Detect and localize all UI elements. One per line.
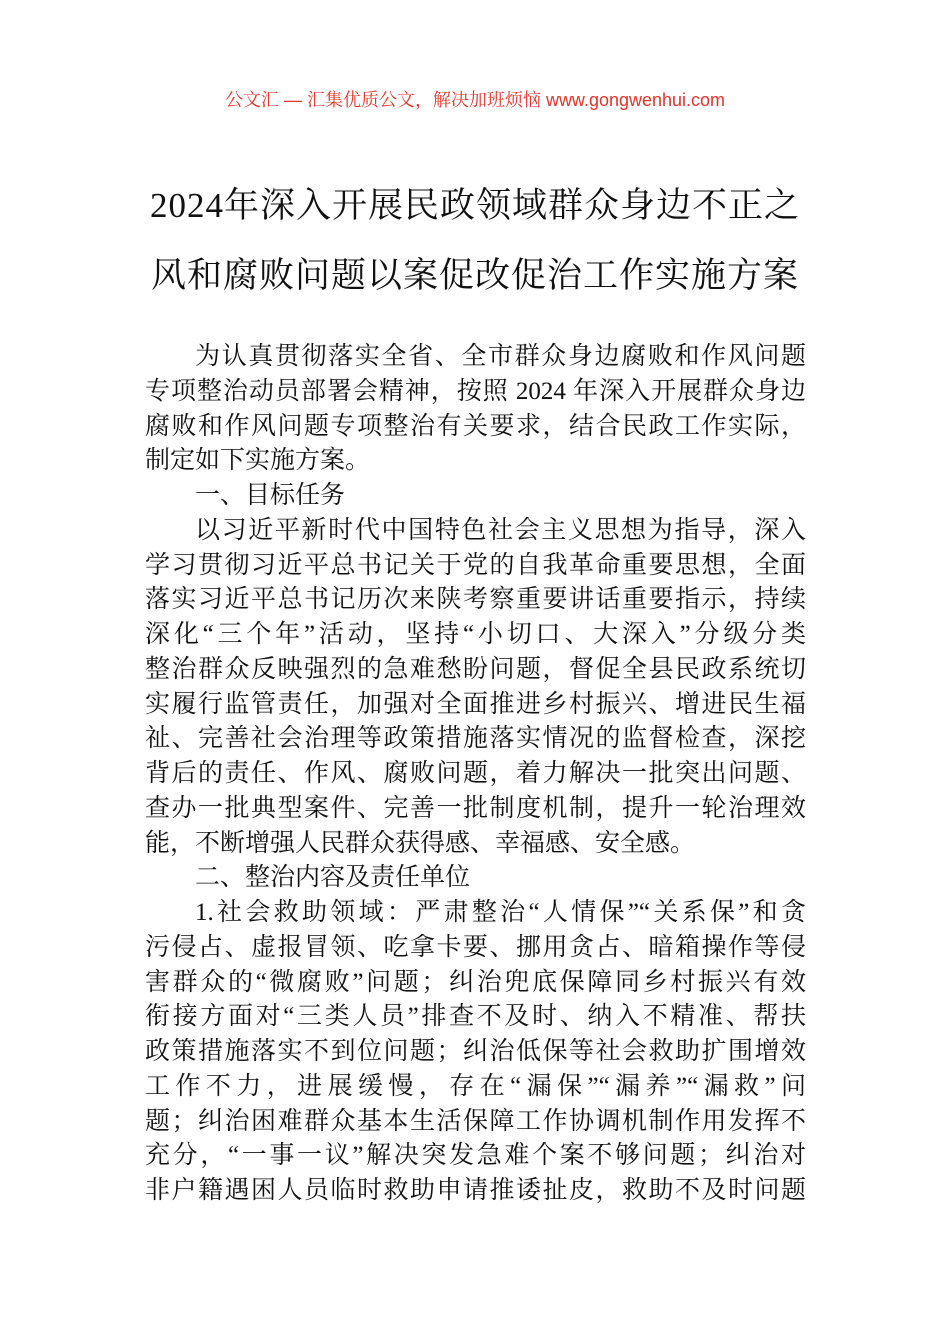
body-text-line: 深化“三个年”活动，坚持“小切口、大深入”分级分类: [145, 621, 806, 648]
body-text-line: 整治群众反映强烈的急难愁盼问题，督促全县民政系统切: [145, 655, 806, 683]
site-banner: 公文汇 — 汇集优质公文，解决加班烦恼 www.gongwenhui.com: [224, 90, 726, 110]
document-body: [145, 340, 806, 1209]
body-text-line: 题；纠治困难群众基本生活保障工作协调机制作用发挥不: [145, 1107, 806, 1135]
body-text-line: 制定如下实施方案。: [145, 447, 371, 475]
body-text-line: 实履行监管责任，加强对全面推进乡村振兴、增进民生福: [145, 690, 806, 718]
body-text-line: 工作不力，进展缓慢，存在“漏保”“漏养”“漏救”问: [145, 1072, 806, 1100]
body-text-line: 1.社会救助领域：严肃整治“人情保”“关系保”和贪: [195, 899, 806, 926]
body-text-line: 一、目标任务: [195, 482, 346, 509]
body-text-line: 背后的责任、作风、腐败问题，着力解决一批突出问题、: [145, 760, 806, 787]
body-text-line: 能，不断增强人民群众获得感、幸福感、安全感。: [145, 829, 696, 857]
body-text-line: 衔接方面对“三类人员”排查不及时、纳入不精准、帮扶: [145, 1003, 806, 1031]
body-text-line: 学习贯彻习近平总书记关于党的自我革命重要思想，全面: [145, 551, 806, 579]
document-title-line-1: 2024年深入开展民政领域群众身边不正之: [149, 186, 800, 225]
body-text-line: 政策措施落实不到位问题；纠治低保等社会救助扩围增效: [145, 1038, 806, 1065]
body-text-line: 为认真贯彻落实全省、全市群众身边腐败和作风问题: [195, 343, 806, 370]
body-text-line: 二、整治内容及责任单位: [195, 864, 471, 892]
body-text-line: 充分，“一事一议”解决突发急难个案不够问题；纠治对: [145, 1142, 806, 1170]
body-text-line: 落实习近平总书记历次来陕考察重要讲话重要指示，持续: [145, 586, 806, 614]
body-text-line: 以习近平新时代中国特色社会主义思想为指导，深入: [195, 516, 806, 544]
document-title-line-2: 风和腐败问题以案促改促治工作实施方案: [150, 256, 799, 295]
body-text-line: 腐败和作风问题专项整治有关要求，结合民政工作实际，: [145, 412, 806, 440]
body-text-line: 祉、完善社会治理等政策措施落实情况的监督检查，深挖: [145, 725, 806, 753]
body-text-line: 非户籍遇困人员临时救助申请推诿扯皮，救助不及时问题: [145, 1177, 806, 1204]
body-text-line: 专项整治动员部署会精神，按照 2024 年深入开展群众身边: [145, 377, 806, 405]
body-text-line: 污侵占、虚报冒领、吃拿卡要、挪用贪占、暗箱操作等侵: [145, 933, 806, 961]
body-text-line: 害群众的“微腐败”问题；纠治兜底保障同乡村振兴有效: [145, 968, 806, 996]
body-text-line: 查办一批典型案件、完善一批制度机制，提升一轮治理效: [145, 794, 806, 822]
